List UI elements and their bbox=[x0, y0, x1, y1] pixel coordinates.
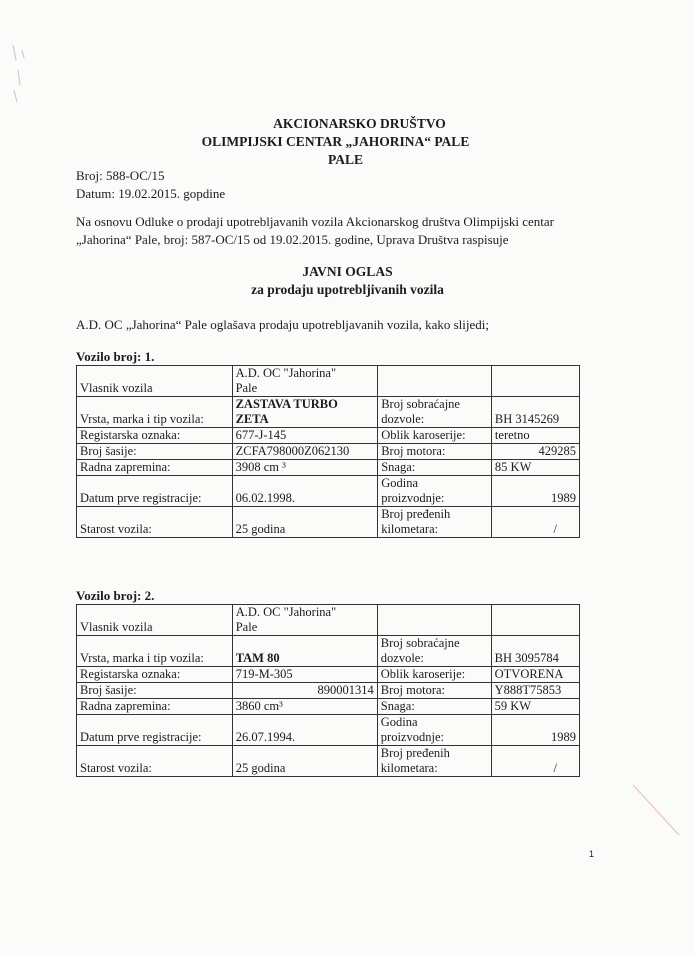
type-label: Vrsta, marka i tip vozila: bbox=[77, 636, 233, 667]
production-year-label-line1: Godina bbox=[380, 715, 418, 729]
table-row bbox=[77, 667, 580, 683]
document-number: Broj: 588-OC/15 bbox=[76, 168, 165, 183]
scan-edge-mark bbox=[631, 780, 681, 840]
table-row bbox=[77, 636, 580, 667]
volume-value: 3908 cm ³ bbox=[232, 460, 378, 476]
company-name-line2: OLIMPIJSKI CENTAR „JAHORINA“ PALE bbox=[201, 134, 470, 149]
production-year-label bbox=[377, 715, 491, 746]
mileage-label-line1: Broj pređenih bbox=[381, 507, 451, 521]
page-number: 1 bbox=[589, 849, 595, 859]
owner-value bbox=[232, 605, 377, 636]
mileage-label-line2: kilometara: bbox=[381, 522, 439, 536]
owner-label: Vlasnik vozila bbox=[77, 366, 233, 397]
first-registration-label: Datum prve registracije: bbox=[77, 476, 233, 507]
body-value: teretno bbox=[491, 428, 579, 444]
mileage-label bbox=[378, 507, 492, 538]
volume-label: Radna zapremina: bbox=[77, 460, 233, 476]
reg-value: 719-M-305 bbox=[232, 667, 377, 683]
mileage-value: / bbox=[491, 746, 579, 777]
type-value-line2: ZETA bbox=[235, 412, 269, 426]
power-value: 85 KW bbox=[491, 460, 579, 476]
table-row bbox=[77, 699, 580, 715]
engine-label: Broj motora: bbox=[378, 444, 492, 460]
vehicle-2-table bbox=[76, 604, 580, 777]
empty-cell bbox=[377, 605, 491, 636]
permit-value: BH 3095784 bbox=[491, 636, 579, 667]
mileage-label-line2: kilometara: bbox=[380, 761, 438, 775]
reg-label: Registarska oznaka: bbox=[77, 667, 233, 683]
age-value: 25 godina bbox=[232, 507, 378, 538]
production-year-label-line2: proizvodnje: bbox=[380, 730, 444, 744]
chassis-label: Broj šasije: bbox=[77, 683, 233, 699]
notice-title: JAVNI OGLAS bbox=[302, 264, 393, 279]
first-registration-value: 26.07.1994. bbox=[232, 715, 377, 746]
permit-label bbox=[378, 397, 492, 428]
production-year-value: 1989 bbox=[491, 476, 579, 507]
owner-value-line2: Pale bbox=[235, 620, 258, 634]
owner-value-line2: Pale bbox=[235, 381, 258, 395]
volume-value: 3860 cm³ bbox=[232, 699, 377, 715]
engine-value: 429285 bbox=[491, 444, 579, 460]
body-label: Oblik karoserije: bbox=[378, 428, 492, 444]
intro-paragraph: Na osnovu Odluke o prodaji upotrebljavanih vozila Akcionarskog društva Olimpijski centar „Jahorina“ Pale, broj: 587-OC/15 od 19.02.2015. godine, Uprava Društva raspisuje bbox=[76, 214, 555, 247]
vehicle-1-heading: Vozilo broj: 1. bbox=[76, 349, 155, 364]
reg-value: 677-J-145 bbox=[232, 428, 378, 444]
production-year-label-line1: Godina bbox=[381, 476, 418, 490]
age-label: Starost vozila: bbox=[77, 507, 233, 538]
company-name-line1: AKCIONARSKO DRUŠTVO bbox=[273, 116, 446, 131]
owner-label: Vlasnik vozila bbox=[77, 605, 233, 636]
permit-label-line2: dozvole: bbox=[380, 651, 424, 665]
power-value: 59 KW bbox=[491, 699, 579, 715]
permit-label-line2: dozvole: bbox=[381, 412, 425, 426]
age-value: 25 godina bbox=[232, 746, 377, 777]
engine-value: Y888T75853 bbox=[491, 683, 579, 699]
table-row bbox=[77, 746, 580, 777]
type-value: TAM 80 bbox=[232, 636, 377, 667]
table-row bbox=[77, 683, 580, 699]
announcement-text: A.D. OC „Jahorina“ Pale oglašava prodaju upotrebljavanih vozila, kako slijedi; bbox=[76, 317, 489, 332]
reg-label: Registarska oznaka: bbox=[77, 428, 233, 444]
permit-label-line1: Broj sobraćajne bbox=[380, 636, 460, 650]
mileage-label bbox=[377, 746, 491, 777]
first-registration-label: Datum prve registracije: bbox=[77, 715, 233, 746]
table-row bbox=[77, 366, 580, 397]
scan-smudge-mark bbox=[8, 40, 38, 120]
mileage-label-line1: Broj pređenih bbox=[380, 746, 450, 760]
permit-label-line1: Broj sobraćajne bbox=[381, 397, 460, 411]
company-name-line3: PALE bbox=[327, 152, 363, 167]
engine-label: Broj motora: bbox=[377, 683, 491, 699]
table-row bbox=[77, 460, 580, 476]
permit-label bbox=[377, 636, 491, 667]
volume-label: Radna zapremina: bbox=[77, 699, 233, 715]
power-label: Snaga: bbox=[378, 460, 492, 476]
empty-cell bbox=[491, 605, 579, 636]
document-date: Datum: 19.02.2015. gopdine bbox=[76, 186, 226, 201]
notice-subtitle: za prodaju upotrebljivanih vozila bbox=[251, 282, 444, 297]
type-label: Vrsta, marka i tip vozila: bbox=[77, 397, 233, 428]
production-year-label bbox=[378, 476, 492, 507]
table-row bbox=[77, 476, 580, 507]
age-label: Starost vozila: bbox=[77, 746, 233, 777]
chassis-value: ZCFA798000Z062130 bbox=[232, 444, 378, 460]
production-year-value: 1989 bbox=[491, 715, 579, 746]
type-value-line1: ZASTAVA TURBO bbox=[235, 397, 338, 411]
table-row bbox=[77, 507, 580, 538]
empty-cell bbox=[378, 366, 492, 397]
owner-value-line1: A.D. OC "Jahorina" bbox=[235, 366, 337, 380]
permit-value: BH 3145269 bbox=[491, 397, 579, 428]
power-label: Snaga: bbox=[377, 699, 491, 715]
chassis-value: 890001314 bbox=[232, 683, 377, 699]
type-value bbox=[232, 397, 378, 428]
chassis-label: Broj šasije: bbox=[77, 444, 233, 460]
owner-value bbox=[232, 366, 378, 397]
production-year-label-line2: proizvodnje: bbox=[381, 491, 445, 505]
vehicle-2-heading: Vozilo broj: 2. bbox=[76, 588, 155, 603]
table-row bbox=[77, 428, 580, 444]
mileage-value: / bbox=[491, 507, 579, 538]
body-label: Oblik karoserije: bbox=[377, 667, 491, 683]
table-row bbox=[77, 397, 580, 428]
table-row bbox=[77, 605, 580, 636]
empty-cell bbox=[491, 366, 579, 397]
body-value: OTVORENA bbox=[491, 667, 579, 683]
table-row bbox=[77, 444, 580, 460]
owner-value-line1: A.D. OC "Jahorina" bbox=[235, 605, 337, 619]
first-registration-value: 06.02.1998. bbox=[232, 476, 378, 507]
vehicle-1-table bbox=[76, 365, 580, 538]
table-row bbox=[77, 715, 580, 746]
